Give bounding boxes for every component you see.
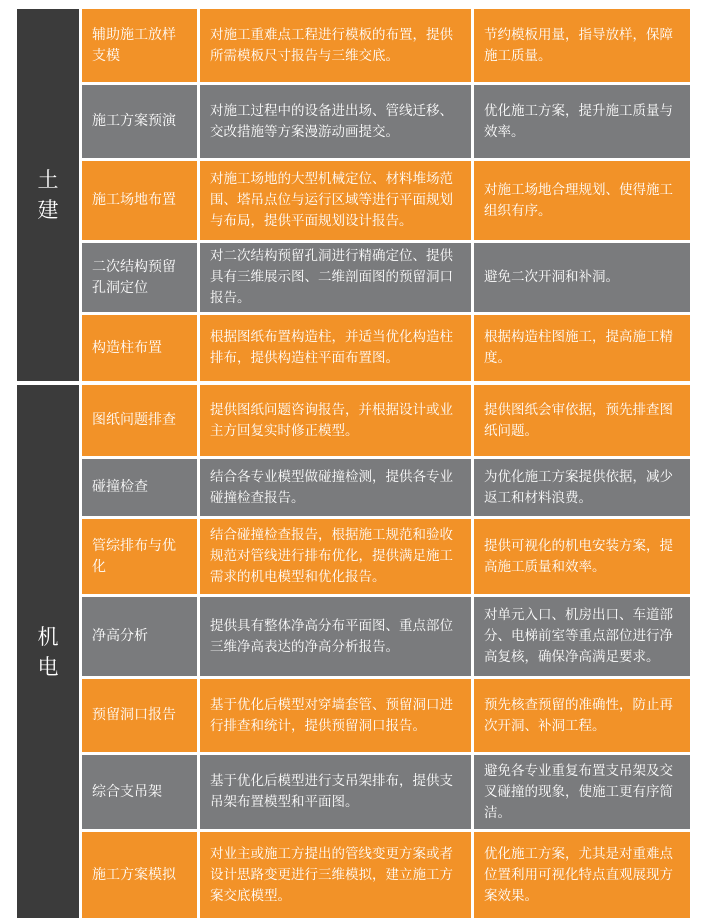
row-name-cell: 管综排布与优化	[82, 519, 197, 594]
table-row	[17, 679, 690, 752]
row-name-cell: 碰撞检查	[82, 459, 197, 516]
table-row	[17, 243, 690, 312]
table-row	[17, 519, 690, 594]
table-row	[17, 85, 690, 158]
row-content-cell: 提供图纸问题咨询报告，并根据设计或业主方回复实时修正模型。	[200, 385, 471, 456]
row-value-cell: 避免各专业重复布置支吊架及交叉碰撞的现象，使施工更有序简洁。	[474, 755, 690, 829]
category-label: 土建	[37, 168, 59, 222]
row-name-cell: 施工方案模拟	[82, 832, 197, 918]
row-content-cell: 对业主或施工方提出的管线变更方案或者设计思路变更进行三维模拟，建立施工方案交底模型。	[200, 832, 471, 918]
table-row	[17, 597, 690, 676]
table-row	[17, 755, 690, 829]
row-content-cell: 结合各专业模型做碰撞检测，提供各专业碰撞检查报告。	[200, 459, 471, 516]
row-value-cell: 优化施工方案，尤其是对重难点位置利用可视化特点直观展现方案效果。	[474, 832, 690, 918]
row-name-cell: 辅助施工放样支模	[82, 9, 197, 82]
row-value-cell: 避免二次开洞和补洞。	[474, 243, 690, 312]
row-content-cell: 对二次结构预留孔洞进行精确定位、提供具有三维展示图、二维剖面图的预留洞口报告。	[200, 243, 471, 312]
table-row	[17, 161, 690, 240]
row-name-cell: 施工方案预演	[82, 85, 197, 158]
row-content-cell: 根据图纸布置构造柱，并适当优化构造柱排布，提供构造柱平面布置图。	[200, 315, 471, 381]
row-content-cell: 提供具有整体净高分布平面图、重点部位三维净高表达的净高分析报告。	[200, 597, 471, 676]
table-row	[17, 385, 690, 456]
row-value-cell: 提供图纸会审依据，预先排查图纸问题。	[474, 385, 690, 456]
row-content-cell: 结合碰撞检查报告，根据施工规范和验收规范对管线进行排布优化，提供满足施工需求的机电模型和优化报告。	[200, 519, 471, 594]
row-name-cell: 净高分析	[82, 597, 197, 676]
row-name-cell: 二次结构预留孔洞定位	[82, 243, 197, 312]
row-value-cell: 节约模板用量，指导放样，保障施工质量。	[474, 9, 690, 82]
row-value-cell: 提供可视化的机电安装方案，提高施工质量和效率。	[474, 519, 690, 594]
row-name-cell: 综合支吊架	[82, 755, 197, 829]
row-value-cell: 为优化施工方案提供依据，减少返工和材料浪费。	[474, 459, 690, 516]
row-value-cell: 预先核查预留的准确性，防止再次开洞、补洞工程。	[474, 679, 690, 752]
category-label: 机电	[37, 624, 59, 679]
row-name-cell: 图纸问题排查	[82, 385, 197, 456]
table-row	[17, 9, 690, 82]
row-content-cell: 对施工场地的大型机械定位、材料堆场范围、塔吊点位与运行区域等进行平面规划与布局，提供平面规划设计报告。	[200, 161, 471, 240]
row-content-cell: 对施工重难点工程进行模板的布置，提供所需模板尺寸报告与三维交底。	[200, 9, 471, 82]
row-content-cell: 对施工过程中的设备进出场、管线迁移、交改措施等方案漫游动画提交。	[200, 85, 471, 158]
row-name-cell: 构造柱布置	[82, 315, 197, 381]
table-row	[17, 459, 690, 516]
row-value-cell: 优化施工方案，提升施工质量与效率。	[474, 85, 690, 158]
row-value-cell: 对单元入口、机房出口、车道部分、电梯前室等重点部位进行净高复核，确保净高满足要求。	[474, 597, 690, 676]
table-row	[17, 315, 690, 381]
row-value-cell: 对施工场地合理规划、使得施工组织有序。	[474, 161, 690, 240]
row-value-cell: 根据构造柱图施工，提高施工精度。	[474, 315, 690, 381]
row-name-cell: 预留洞口报告	[82, 679, 197, 752]
table-row	[17, 832, 690, 918]
row-name-cell: 施工场地布置	[82, 161, 197, 240]
row-content-cell: 基于优化后模型进行支吊架排布，提供支吊架布置模型和平面图。	[200, 755, 471, 829]
row-content-cell: 基于优化后模型对穿墙套管、预留洞口进行排查和统计，提供预留洞口报告。	[200, 679, 471, 752]
